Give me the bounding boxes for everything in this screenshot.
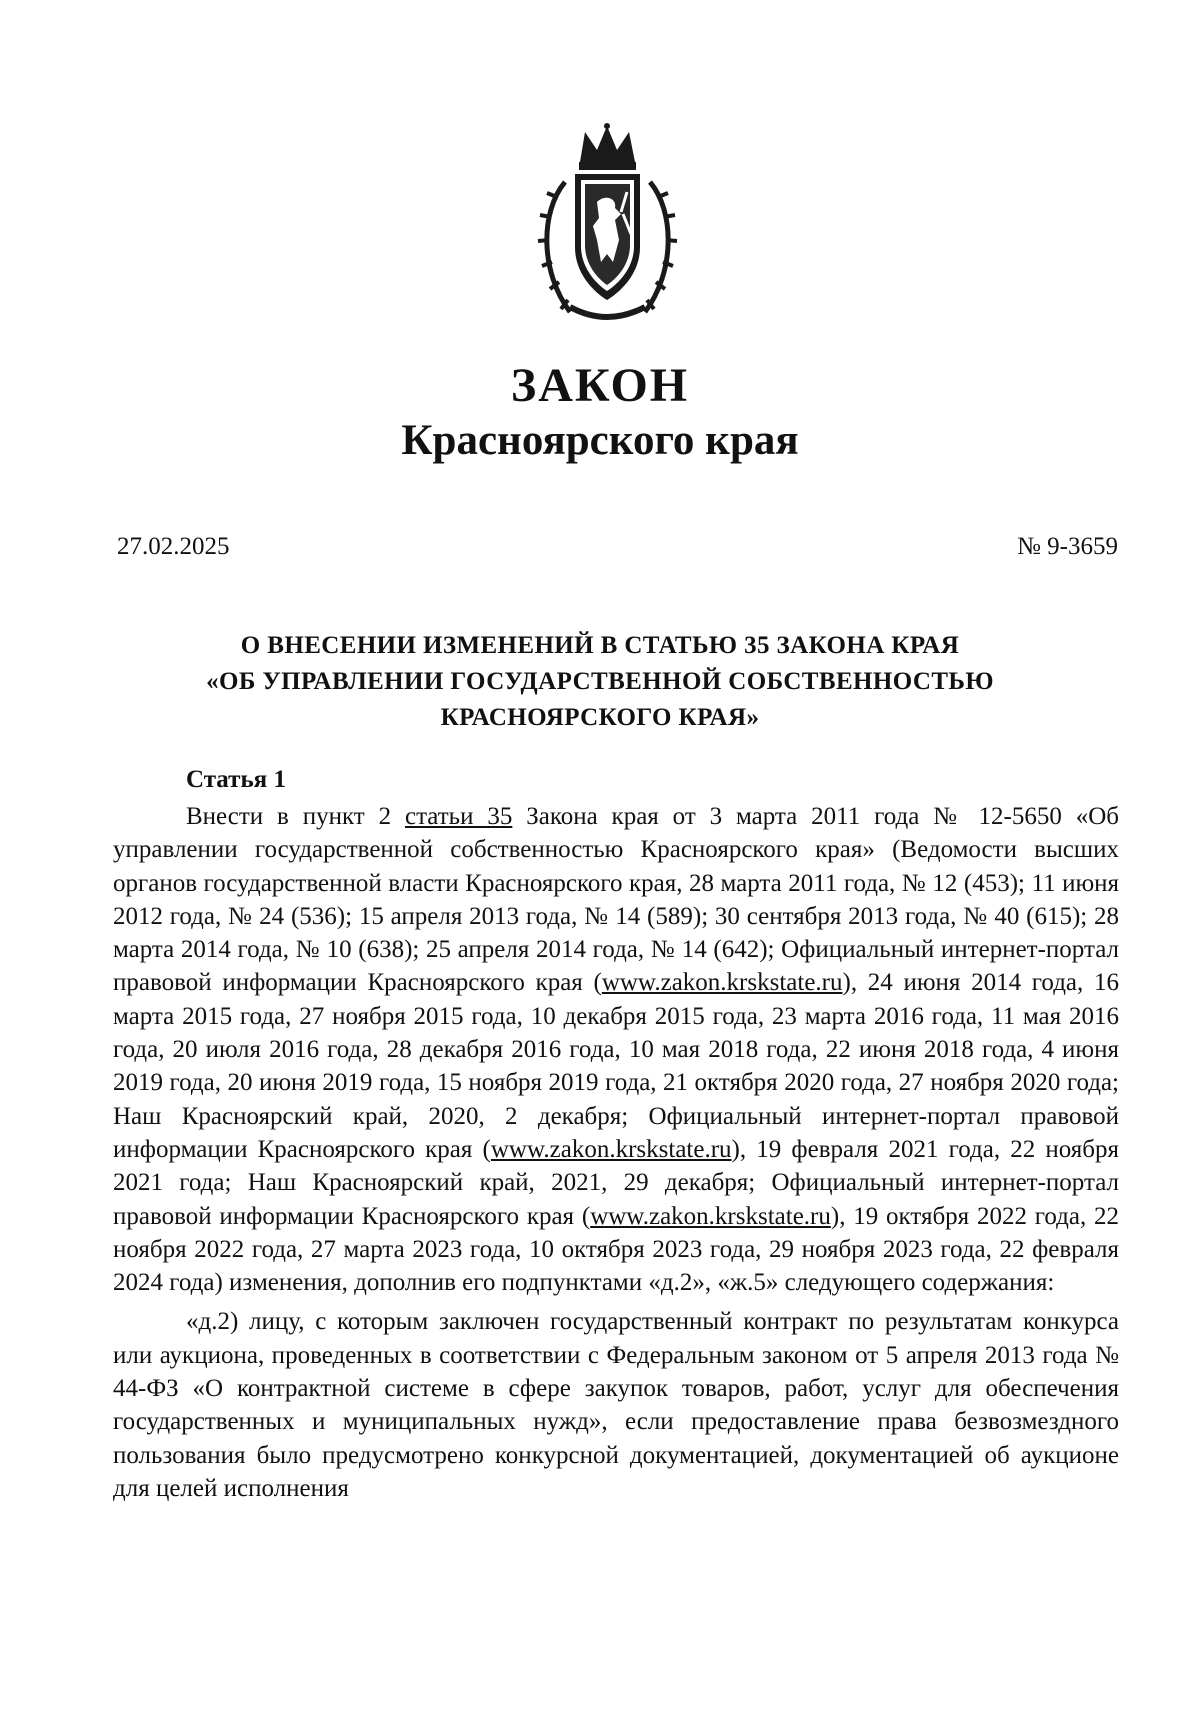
paragraph-amendment [113,800,1119,1299]
portal-link[interactable]: www.zakon.krskstate.ru [601,969,843,997]
paragraph-subclause-d2: «д.2) лицу, с которым заключен государственный контракт по результатам конкурса или аукциона, проведенных в соответствии с Федеральным законом от 5 апреля 2013 года № 44-ФЗ «О контрактной системе в сфере закупок товаров, работ, услуг для обеспечения государственных и муниципальных нужд», если предоставление права безвозмездного пользования было предусмотрено конкурсной документацией, документацией об аукционе для целей исполнения [113,1308,1119,1502]
document-number: № 9-3659 [1017,533,1118,560]
law-heading-line: О ВНЕСЕНИИ ИЗМЕНЕНИЙ В СТАТЬЮ 35 ЗАКОНА КРАЯ [240,632,960,659]
coat-of-arms-icon [535,122,680,327]
paragraph-text: ), 19 октября 2022 года, 22 ноября 2022 года, 27 марта 2023 года, 10 октября 2023 года, 29 ноября 2023 года, 22 февраля 2024 года) изменения, дополнив его подпунктами «д.2», «ж.5» следующего содержания: [113,1202,1119,1297]
paragraph-text: ), 19 февраля 2021 года, 22 ноября 2021 года; Наш Красноярский край, 2021, 29 декабря; Официальный интернет-портал правовой информации Красноярского края ( [113,1135,1120,1230]
document-title: ЗАКОН [510,359,690,412]
paragraph-text: ), 24 июня 2014 года, 16 марта 2015 года, 27 ноября 2015 года, 10 декабря 2015 года, 23 марта 2016 года, 11 мая 2016 года, 20 июля 2016 года, 28 декабря 2016 года, 10 мая 2018 года, 22 июня 2018 года, 4 июня 2019 года, 20 июня 2019 года, 15 ноября 2019 года, 21 октября 2020 года, 27 ноября 2020 года; Наш Красноярский край, 2020, 2 декабря; Официальный интернет-портал правовой информации Красноярского края ( [113,969,1119,1163]
article-title: Статья 1 [186,766,286,793]
law-heading-line: «ОБ УПРАВЛЕНИИ ГОСУДАРСТВЕННОЙ СОБСТВЕННОСТЬЮ [206,668,994,695]
portal-link[interactable]: www.zakon.krskstate.ru [490,1135,732,1163]
paragraph-text: Внести в пункт 2 [186,803,405,830]
document-subtitle: Красноярского края [401,417,799,464]
portal-link[interactable]: www.zakon.krskstate.ru [590,1202,831,1230]
paragraph-text: Закона края от 3 марта 2011 года № 12-5650 «Об управлении государственной собственностью Красноярского края» (Ведомости высших органов государственной власти Красноярского края, 28 марта 2011 года, № 12 (453); 11 июня 2012 года, № 24 (536); 15 апреля 2013 года, № 14 (589); 30 сентября 2013 года, № 40 (615); 28 марта 2014 года, № 10 (638); 25 апреля 2014 года, № 14 (642); Официальный интернет-портал правовой информации Красноярского края ( [113,803,1119,997]
document-date: 27.02.2025 [117,533,230,560]
law-heading-line: КРАСНОЯРСКОГО КРАЯ» [440,704,760,731]
article-35-link[interactable]: статьи 35 [404,803,513,830]
article-body [113,800,1119,1505]
